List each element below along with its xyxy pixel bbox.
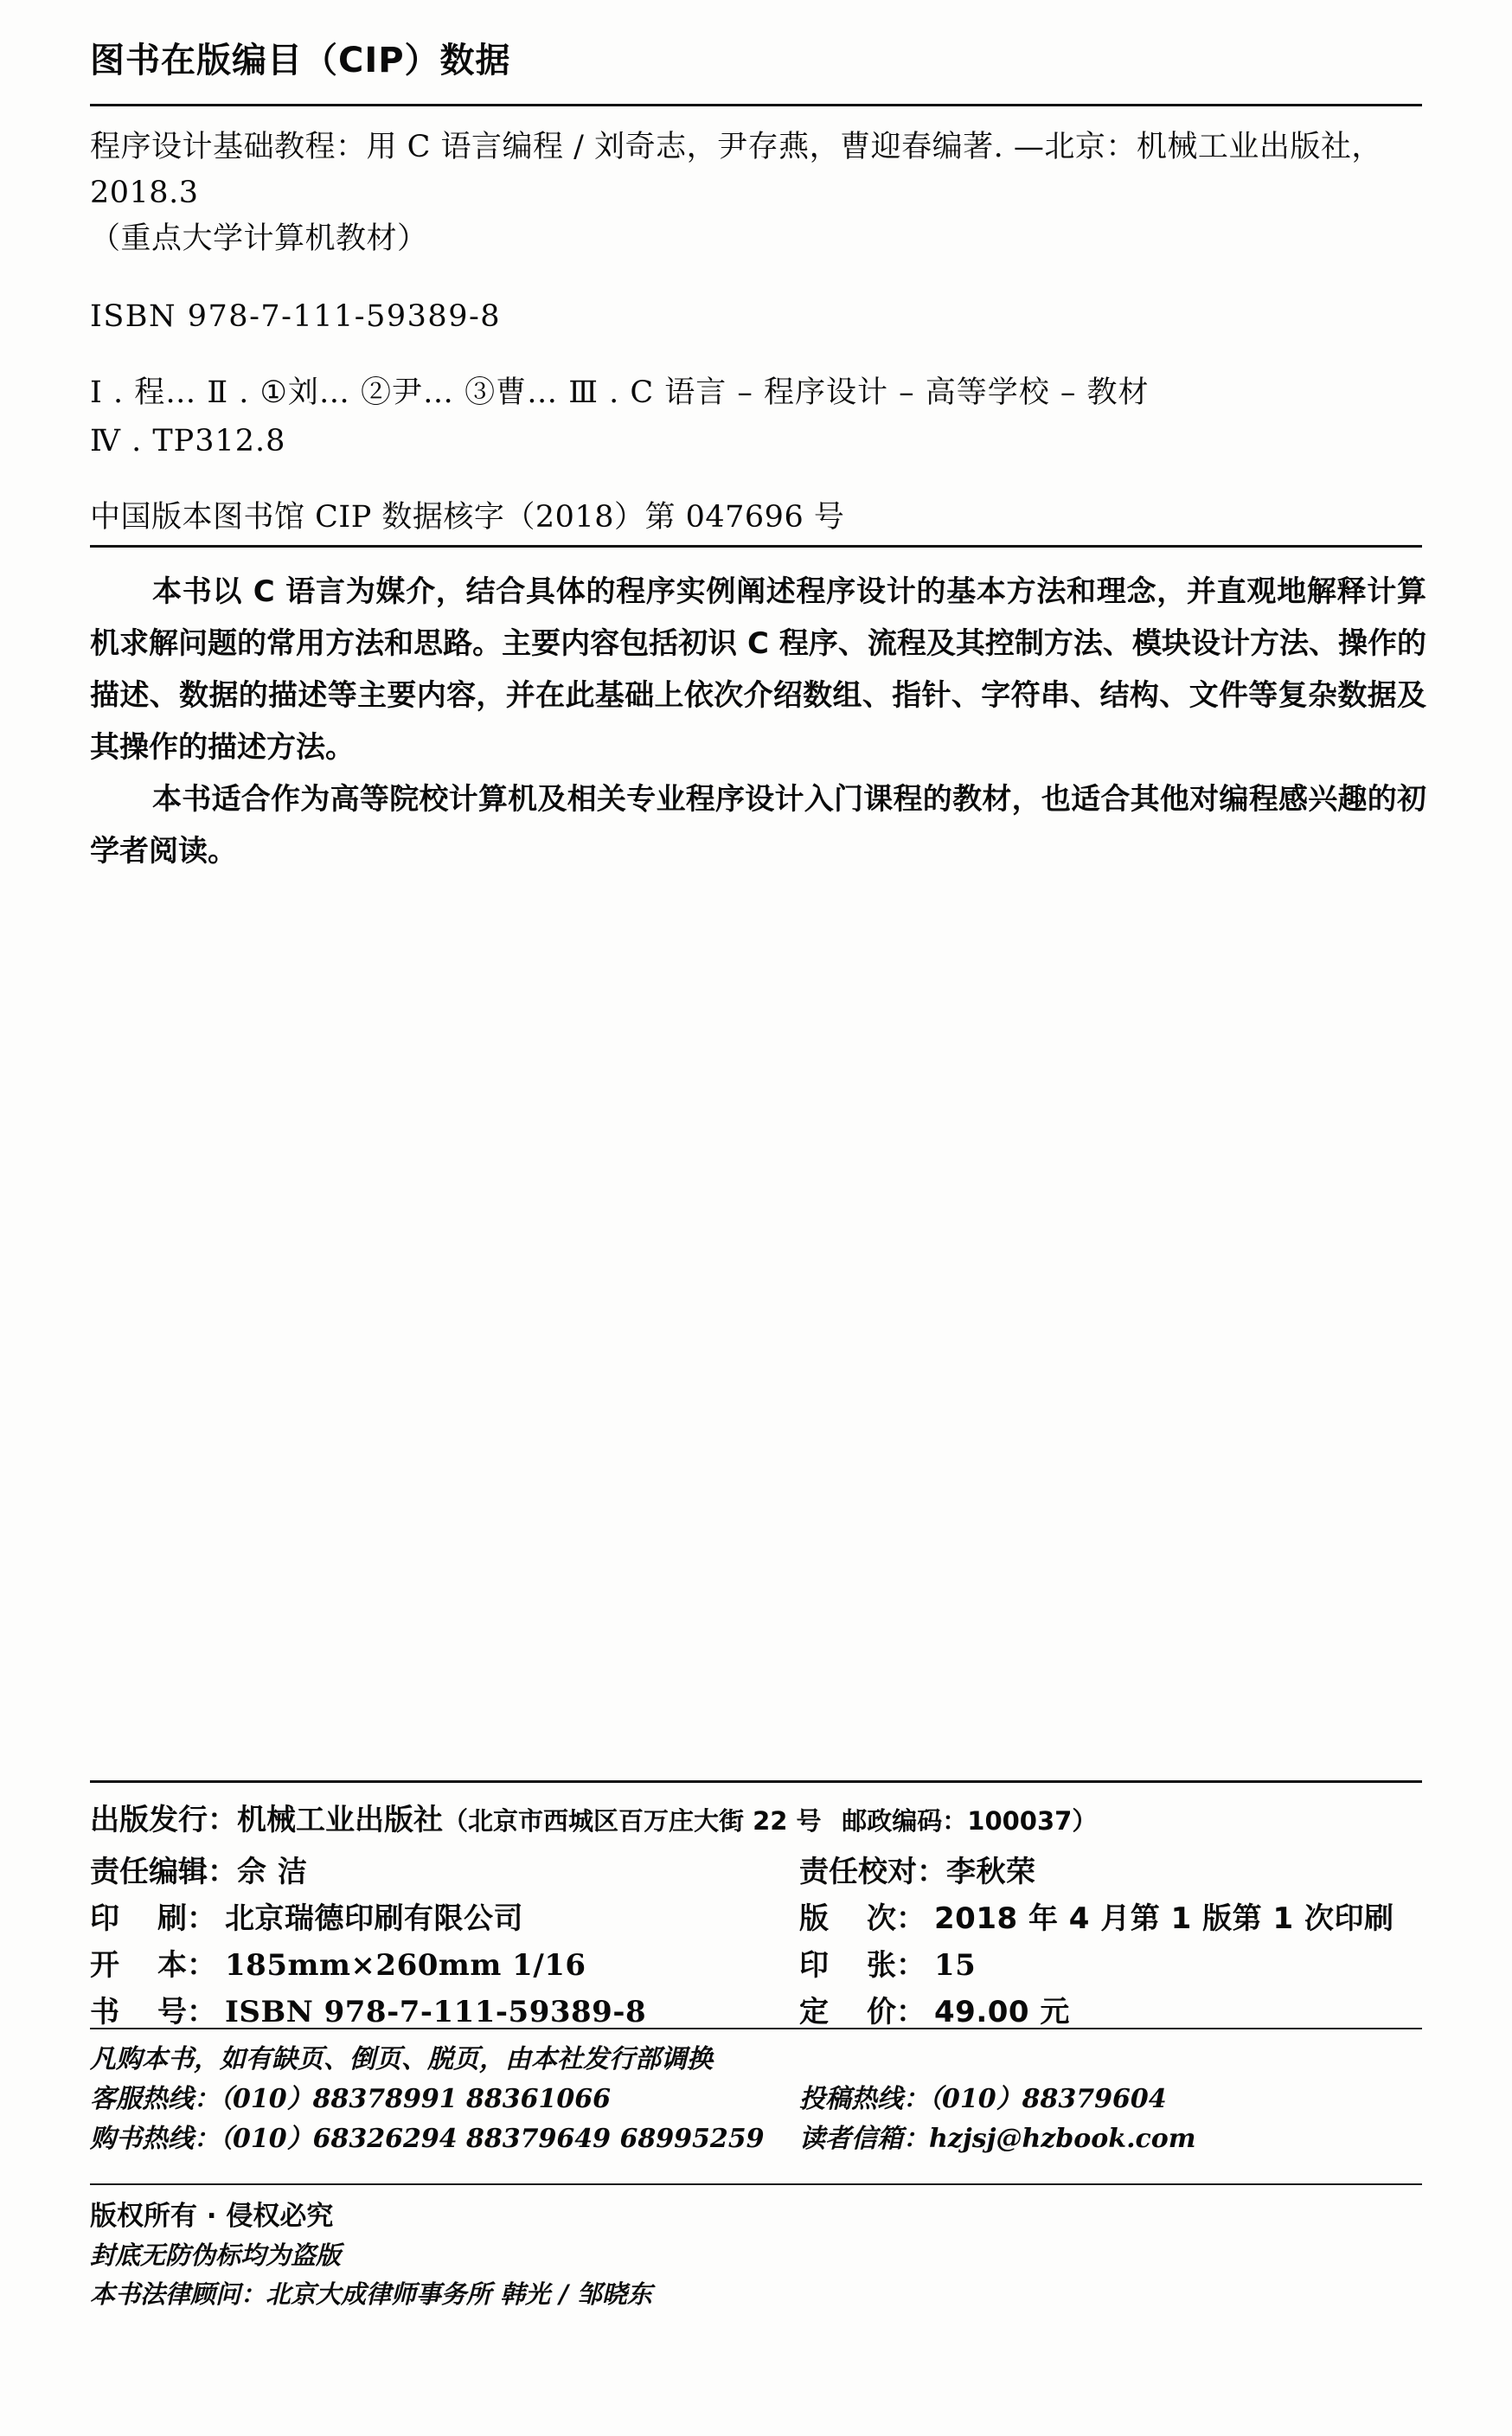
cip-number-line: 中国版本图书馆 CIP 数据核字（2018）第 047696 号 (90, 500, 845, 535)
printer-cell: 印 刷 ： 北京瑞德印刷有限公司 (90, 1894, 799, 1937)
publisher-label: 出版发行： (90, 1803, 237, 1837)
series-note: （重点大学计算机教材） (90, 221, 428, 256)
price-value: 49.00 元 (934, 1995, 1070, 2029)
hotline-row-1 (90, 2080, 1429, 2119)
divider-above-service (90, 2028, 1422, 2029)
printer-label: 印 刷 (90, 1901, 187, 1936)
reader-mailbox: 读者信箱：hzjsj@hzbook.com (799, 2124, 1196, 2154)
page-content (83, 0, 1429, 2436)
exchange-note: 凡购本书，如有缺页、倒页、脱页，由本社发行部调换 (90, 2044, 713, 2074)
format-value: 185mm×260mm 1/16 (225, 1948, 586, 1983)
cip-heading: 图书在版编目（CIP）数据 (90, 41, 511, 80)
sheets-label: 印 张 (799, 1948, 896, 1983)
bibliographic-entry: 程序设计基础教程：用 C 语言编程 / 刘奇志，尹存燕，曹迎春编著. —北京：机械工业出版社，2018.3 (90, 130, 1382, 210)
divider-above-abstract (90, 545, 1422, 548)
edition-label: 版 次 (799, 1901, 896, 1936)
edition-cell: 版 次 ： 2018 年 4 月第 1 版第 1 次印刷 (799, 1894, 1422, 1937)
table-row (90, 1941, 1429, 1988)
booknumber-label: 书 号 (90, 1995, 187, 2029)
publisher-address: （北京市西城区百万庄大街 22 号 (443, 1806, 822, 1836)
isbn-line: ISBN 978-7-111-59389-8 (90, 299, 502, 334)
publication-detail-table (90, 1848, 1429, 2035)
divider-under-heading (90, 104, 1422, 106)
price-label: 定 价 (799, 1995, 896, 2029)
publisher-line (90, 1796, 1097, 1838)
abstract-paragraph-1: 本书以 C 语言为媒介，结合具体的程序实例阐述程序设计的基本方法和理念，并直观地解释计算机求解问题的常用方法和思路。主要内容包括初识 C 程序、流程及其控制方法、模块设计方法、操作的描述、数据的描述等主要内容，并在此基础上依次介绍数组、指针、字符串、结构、文件等复杂数据及其操作的描述方法。 (90, 574, 1426, 765)
service-block (90, 2040, 1429, 2159)
hotline-row-2 (90, 2119, 1429, 2159)
publisher-name: 机械工业出版社 (237, 1803, 443, 1837)
abstract-block (90, 566, 1426, 877)
proofreader-value: 李秋荣 (946, 1855, 1036, 1889)
subject-classification-line-1: Ⅰ . 程… Ⅱ . ①刘… ②尹… ③曹… Ⅲ . C 语言 – 程序设计 – 高等学校 – 教材 (90, 375, 1150, 410)
table-row (90, 1894, 1429, 1941)
edition-value: 2018 年 4 月第 1 版第 1 次印刷 (934, 1901, 1394, 1936)
anti-counterfeit-notice: 封底无防伪标均为盗版 (90, 2240, 342, 2270)
customer-hotline: 客服热线：（010）88378991 88361066 (90, 2084, 612, 2114)
booknumber-value: ISBN 978-7-111-59389-8 (225, 1995, 647, 2029)
editor-value: 佘 洁 (237, 1855, 308, 1889)
postcode-label: 邮政编码： (842, 1806, 968, 1836)
format-label: 开 本 (90, 1948, 187, 1983)
editor-label: 责任编辑： (90, 1855, 237, 1889)
format-cell: 开 本 ： 185mm×260mm 1/16 (90, 1941, 799, 1984)
proofreader-cell (799, 1848, 1422, 1890)
printer-value: 北京瑞德印刷有限公司 (225, 1901, 523, 1936)
abstract-paragraph-2: 本书适合作为高等院校计算机及相关专业程序设计入门课程的教材，也适合其他对编程感兴趣的初学者阅读。 (90, 782, 1426, 869)
editor-cell (90, 1848, 799, 1890)
purchase-hotline: 购书热线：（010）68326294 88379649 68995259 (90, 2124, 765, 2154)
subject-classification-line-2: Ⅳ . TP312.8 (90, 424, 286, 458)
legal-block (90, 2197, 652, 2314)
sheets-cell: 印 张 ： 15 (799, 1941, 1422, 1984)
divider-above-legal (90, 2183, 1422, 2185)
postcode-value: 100037） (967, 1806, 1098, 1836)
sheets-value: 15 (934, 1948, 977, 1983)
legal-counsel: 本书法律顾问：北京大成律师事务所 韩光 / 邹晓东 (90, 2279, 652, 2309)
booknumber-cell: 书 号 ： ISBN 978-7-111-59389-8 (90, 1988, 799, 2030)
price-cell: 定 价 ： 49.00 元 (799, 1988, 1422, 2030)
table-row (90, 1848, 1429, 1894)
divider-above-publication (90, 1780, 1422, 1783)
proofreader-label: 责任校对： (799, 1855, 946, 1889)
copyright-notice: 版权所有 · 侵权必究 (90, 2201, 334, 2232)
submission-hotline: 投稿热线：（010）88379604 (799, 2084, 1167, 2114)
